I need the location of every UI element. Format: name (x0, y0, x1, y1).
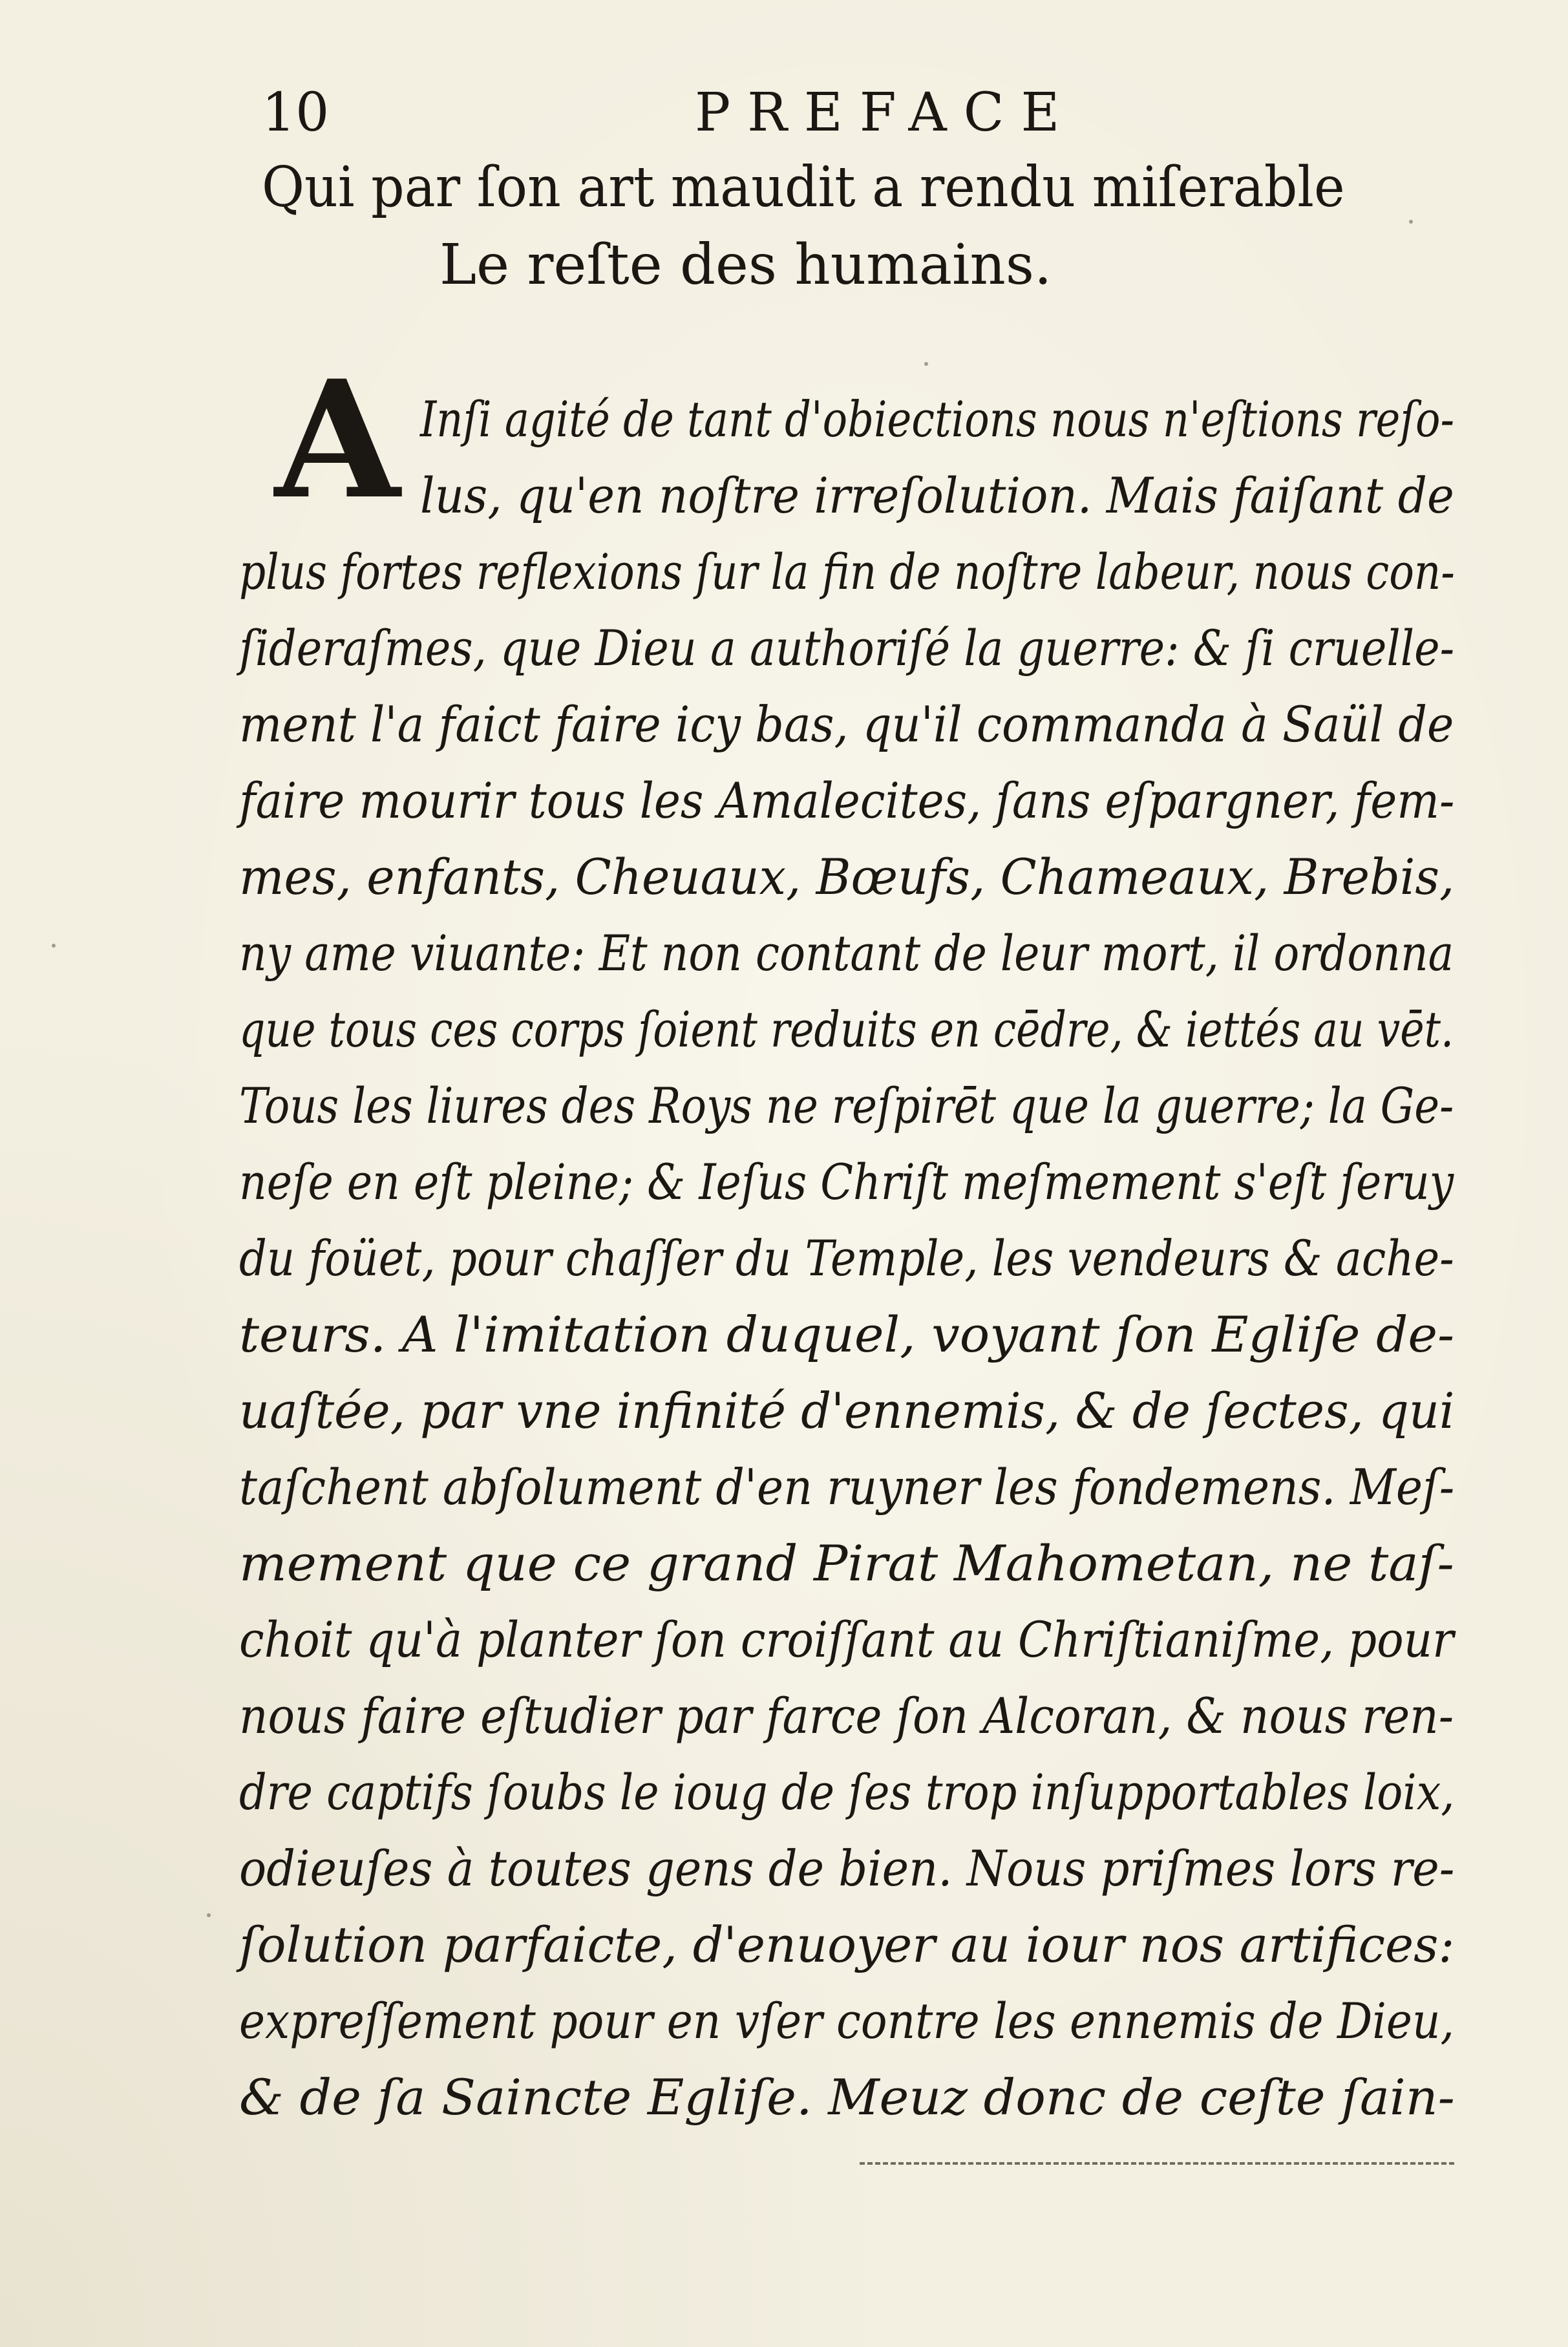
text-line: Inſi agité de tant d'obiections nous n'eſtions reſo- (420, 390, 1455, 448)
text-line: dre captifs ſoubs le ioug de ſes trop inſupportables loix, (239, 1763, 1455, 1821)
text-line: du foüet, pour chaſſer du Temple, les vendeurs & ache- (239, 1229, 1454, 1287)
paper-speck (52, 944, 56, 948)
verse-line-2: Le reſte des humains. (440, 233, 1052, 297)
page-header (262, 78, 1077, 149)
text-line: & de ſa Saincte Egliſe. Meuz donc de ceſte ſain- (239, 2068, 1455, 2126)
bottom-print-rule (860, 2162, 1454, 2165)
text-line: lus, qu'en noſtre irreſolution. Mais faiſant de (420, 467, 1454, 524)
text-line: ſolution parfaicte, d'enuoyer au iour nos artifices: (239, 1916, 1455, 1973)
text-line: mes, enfants, Cheuaux, Bœufs, Chameaux, Brebis, (239, 848, 1455, 906)
text-line: nous faire eſtudier par farce ſon Alcoran, & nous ren- (239, 1687, 1454, 1745)
paper-speck (207, 1913, 211, 1917)
drop-cap-initial: A (275, 345, 400, 535)
text-line: ment l'a faict faire icy bas, qu'il commanda à Saül de (239, 696, 1454, 753)
text-line: ny ame viuante: Et non contant de leur mort, il ordonna (239, 924, 1454, 982)
text-line: plus fortes reflexions ſur la fin de noſtre labeur, nous con- (239, 543, 1455, 600)
text-line: expreſſement pour en vſer contre les ennemis de Dieu, (239, 1992, 1455, 2050)
text-line: taſchent abſolument d'en ruyner les fondemens. Meſ- (239, 1458, 1455, 1516)
text-line: Tous les liures des Roys ne reſpirēt que la guerre; la Ge- (239, 1077, 1454, 1134)
paper-speck (924, 362, 928, 366)
text-line: mement que ce grand Pirat Mahometan, ne taſ- (239, 1535, 1454, 1592)
text-line: choit qu'à planter ſon croiſſant au Chriſtianiſme, pour (239, 1611, 1454, 1668)
text-line: que tous ces corps ſoient reduits en cēdre, & iettés au vēt. (239, 1001, 1454, 1058)
running-title: PREFACE (695, 82, 1077, 143)
text-line: teurs. A l'imitation duquel, voyant ſon Egliſe de- (239, 1306, 1455, 1363)
page-number: 10 (262, 82, 330, 143)
text-line: neſe en eſt pleine; & Ieſus Chriſt meſmement s'eſt ſeruy (239, 1153, 1454, 1211)
text-line: uaſtée, par vne infinité d'ennemis, & de ſectes, qui (239, 1382, 1455, 1439)
text-line: odieuſes à toutes gens de bien. Nous priſmes lors re- (239, 1840, 1455, 1897)
text-line: faire mourir tous les Amalecites, ſans eſpargner, fem- (239, 772, 1455, 829)
text-line: ſideraſmes, que Dieu a authoriſé la guerre: & ſi cruelle- (239, 619, 1455, 677)
verse-line-1: Qui par ſon art maudit a rendu miſerable (262, 155, 1345, 220)
paper-speck (1409, 220, 1413, 224)
